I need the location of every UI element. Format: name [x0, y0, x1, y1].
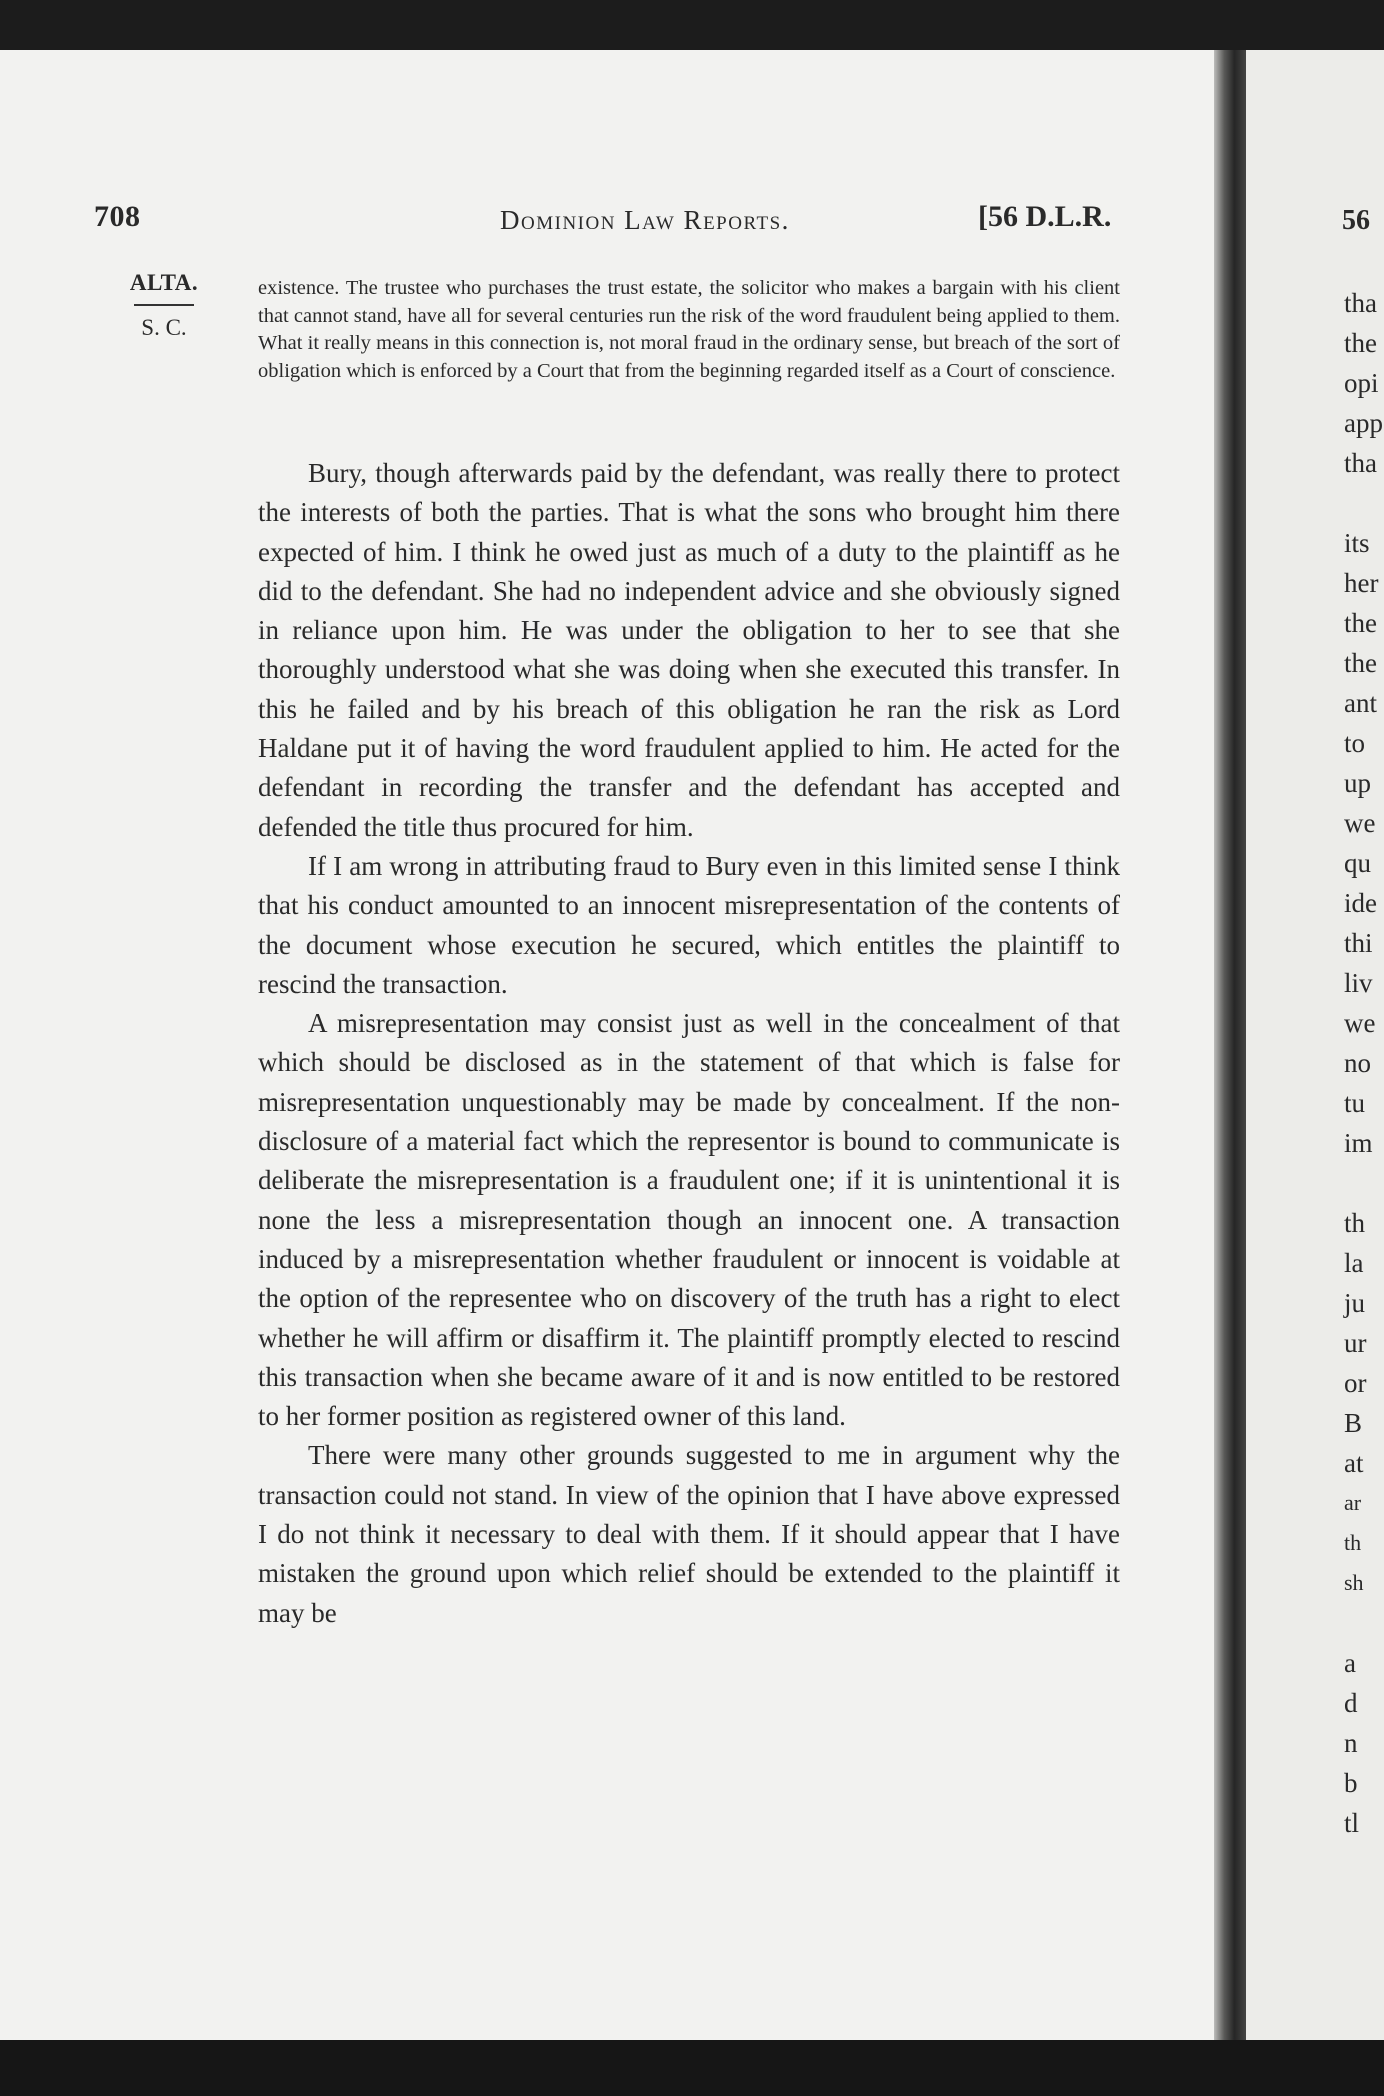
scan-border [0, 2040, 1384, 2096]
facing-line-fragment: sh [1344, 1570, 1364, 1595]
facing-line-fragment: to [1344, 728, 1366, 758]
sidenote-court: S. C. [141, 315, 187, 340]
running-head: Dominion Law Reports. [500, 205, 790, 235]
volume-reference: [56 D.L.R. [978, 200, 1112, 233]
facing-page-number: 56 [1342, 205, 1370, 236]
facing-line-fragment: d [1344, 1688, 1358, 1718]
page-number: 708 [94, 200, 141, 233]
paragraph: A misrepresentation may consist just as well in the concealment of that which should be disclosed as in the statement of that which is false for misrepresentation unquestionably may be made by concealment. If the non-disclosure of a material fact which the representor is bound to communicate is deliberate the misrepresentation is a fraudulent one; if it is unintentional it is none the less a misrepresentation though an innocent one. A transaction induced by a misrepresentation whether fraudulent or innocent is voidable at the option of the representee who on discovery of the truth has a right to elect whether he will affirm or disaffirm it. The plaintiff promptly elected to rescind this transaction when she became aware of it and is now entitled to be restored to her former position as registered owner of this land. [258, 1008, 1120, 1432]
facing-line-gap [1344, 1163, 1383, 1203]
facing-line-fragment: b [1344, 1768, 1358, 1798]
facing-line-fragment: th [1344, 1208, 1366, 1238]
facing-line-fragment: B [1344, 1408, 1363, 1438]
facing-line-gap [1344, 1603, 1383, 1643]
facing-line-fragment: opi [1344, 368, 1379, 398]
facing-line-fragment: ant [1344, 688, 1377, 718]
facing-line-fragment: n [1344, 1728, 1358, 1758]
facing-line-fragment: qu [1344, 848, 1371, 878]
facing-line-fragment: tha [1344, 288, 1377, 318]
facing-line-fragment: we [1344, 808, 1376, 838]
book-gutter [1214, 50, 1248, 2040]
facing-page-text [1344, 283, 1383, 1843]
facing-line-fragment: no [1344, 1048, 1371, 1078]
facing-line-fragment: her [1344, 568, 1379, 598]
facing-line-fragment: the [1344, 648, 1377, 678]
facing-line-fragment: its [1344, 528, 1370, 558]
facing-line-fragment: th [1344, 1530, 1362, 1555]
facing-line-fragment: im [1344, 1128, 1373, 1158]
facing-line-fragment: a [1344, 1648, 1356, 1678]
facing-line-gap [1344, 483, 1383, 523]
sidenote-rule [134, 304, 194, 306]
facing-line-fragment: up [1344, 768, 1371, 798]
facing-line-fragment: la [1344, 1248, 1364, 1278]
paragraph: There were many other grounds suggested to me in argument why the transaction could not stand. In view of the opinion that I have above expressed I do not think it necessary to deal with them. If it should appear that I have mistaken the ground upon which relief should be extended to the plaintiff it may be [258, 1440, 1120, 1628]
facing-line-fragment: tu [1344, 1088, 1366, 1118]
facing-line-fragment: app [1344, 408, 1383, 438]
facing-line-fragment: at [1344, 1448, 1364, 1478]
facing-line-fragment: we [1344, 1008, 1376, 1038]
quoted-passage: existence. The trustee who purchases the trust estate, the solicitor who makes a bargain with his client that cannot stand, have all for several centuries run the risk of the word fraudulent being applied to them. What it really means in this connection is, not moral fraud in the ordinary sense, but breach of the sort of obligation which is enforced by a Court that from the beginning regarded itself as a Court of conscience. [258, 277, 1120, 382]
facing-line-fragment: the [1344, 328, 1377, 358]
facing-line-fragment: ide [1344, 888, 1377, 918]
facing-line-fragment: ju [1344, 1288, 1366, 1318]
facing-line-fragment: the [1344, 608, 1377, 638]
facing-line-fragment: ar [1344, 1490, 1362, 1515]
sidenote-jurisdiction: ALTA. [129, 270, 199, 295]
judgment-text [258, 454, 1120, 1633]
facing-line-fragment: liv [1344, 968, 1373, 998]
facing-line-fragment: or [1344, 1368, 1367, 1398]
margin-sidenote [126, 270, 202, 341]
facing-line-fragment: ur [1344, 1328, 1367, 1358]
facing-line-fragment: tha [1344, 448, 1377, 478]
facing-line-fragment: thi [1344, 928, 1373, 958]
paragraph: If I am wrong in attributing fraud to Bury even in this limited sense I think that his conduct amounted to an innocent misrepresentation of the contents of the document whose execution he secured, which entitles the plaintiff to rescind the transaction. [258, 850, 1120, 999]
facing-line-fragment: tl [1344, 1808, 1360, 1838]
paragraph: Bury, though afterwards paid by the defendant, was really there to protect the interests of both the parties. That is what the sons who brought him there expected of him. I think he owed just as much of a duty to the plaintiff as he did to the defendant. She had no independent advice and she obviously signed in reliance upon him. He was under the obligation to her to see that she thoroughly understood what she was doing when she executed this transfer. In this he failed and by his breach of this obligation he ran the risk as Lord Haldane put it of having the word fraudulent applied to him. He acted for the defendant in recording the transfer and the defendant has accepted and defended the title thus procured for him. [258, 458, 1120, 842]
